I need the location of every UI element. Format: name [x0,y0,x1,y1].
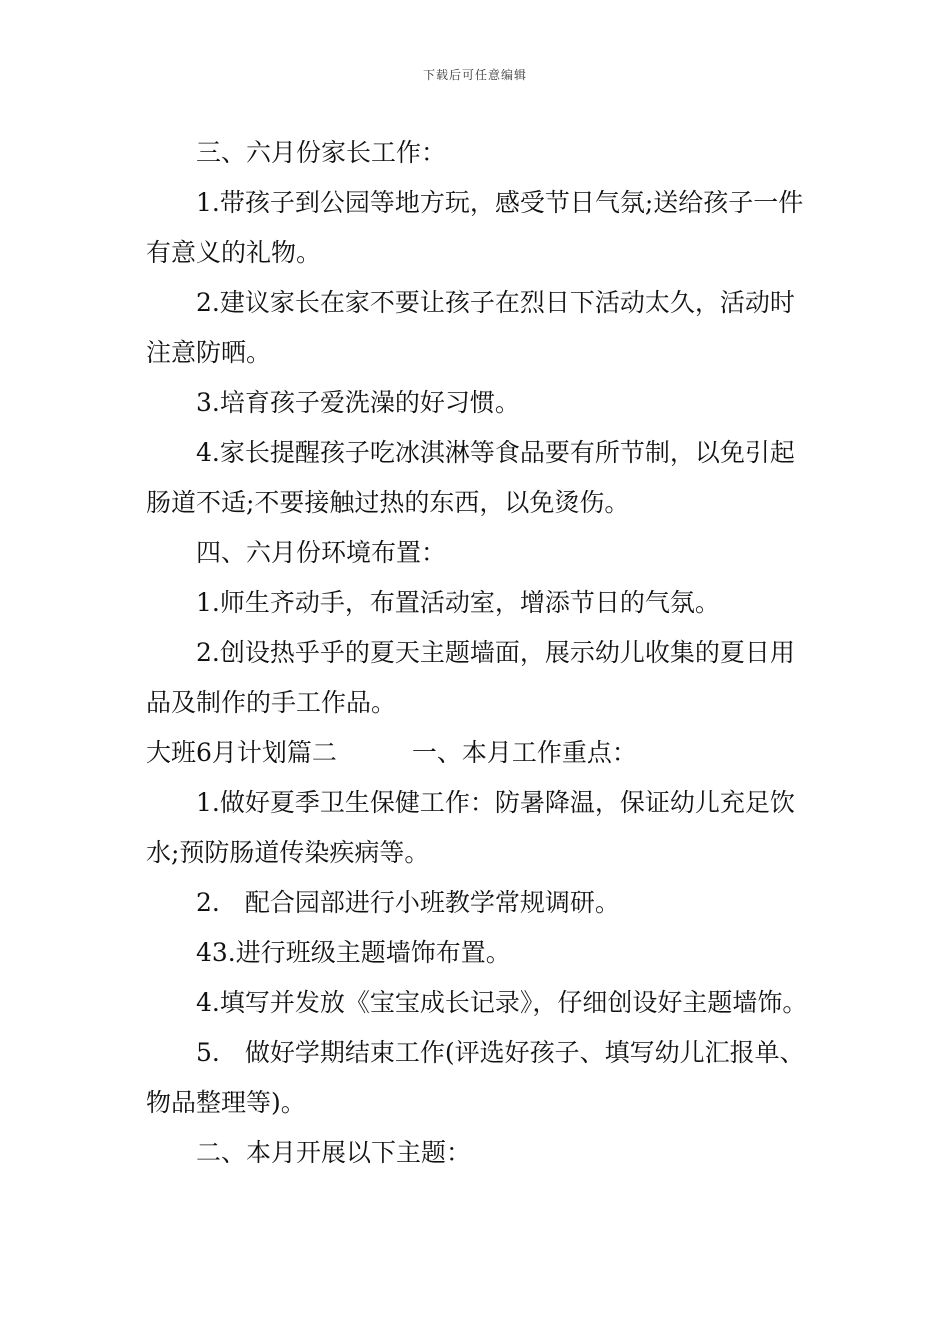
parent-work-item-1: 1.带孩子到公园等地方玩，感受节日气氛;送给孩子一件有意义的礼物。 [146,188,804,267]
environment-item-2: 2.创设热乎乎的夏天主题墙面，展示幼儿收集的夏日用品及制作的手工作品。 [146,638,795,717]
page-header-note: 下载后可任意编辑 [422,68,527,82]
section-heading-environment: 四、六月份环境布置： [196,538,447,567]
parent-work-item-2: 2.建议家长在家不要让孩子在烈日下活动太久，活动时注意防晒。 [146,288,795,367]
focus-item-5: 5. 做好学期结束工作(评选好孩子、填写幼儿汇报单、物品整理等)。 [146,1038,805,1117]
parent-work-item-4: 4.家长提醒孩子吃冰淇淋等食品要有所节制，以免引起肠道不适;不要接触过热的东西，以免烫伤。 [146,438,795,517]
focus-item-1: 1.做好夏季卫生保健工作：防暑降温，保证幼儿充足饮水;预防肠道传染疾病等。 [146,788,795,867]
section-heading-themes: 二、本月开展以下主题： [196,1138,472,1167]
parent-work-item-3: 3.培育孩子爱洗澡的好习惯。 [196,388,520,417]
plan-part-two-heading: 大班6月计划篇二 一、本月工作重点： [146,738,637,767]
section-heading-parent-work: 三、六月份家长工作： [196,138,447,167]
focus-item-4: 4.填写并发放《宝宝成长记录》，仔细创设好主题墙饰。 [196,988,808,1017]
document-body [146,128,811,1178]
focus-item-3: 43.进行班级主题墙饰布置。 [196,938,511,967]
focus-item-2: 2. 配合园部进行小班教学常规调研。 [196,888,620,917]
environment-item-1: 1.师生齐动手，布置活动室，增添节日的气氛。 [196,588,720,617]
